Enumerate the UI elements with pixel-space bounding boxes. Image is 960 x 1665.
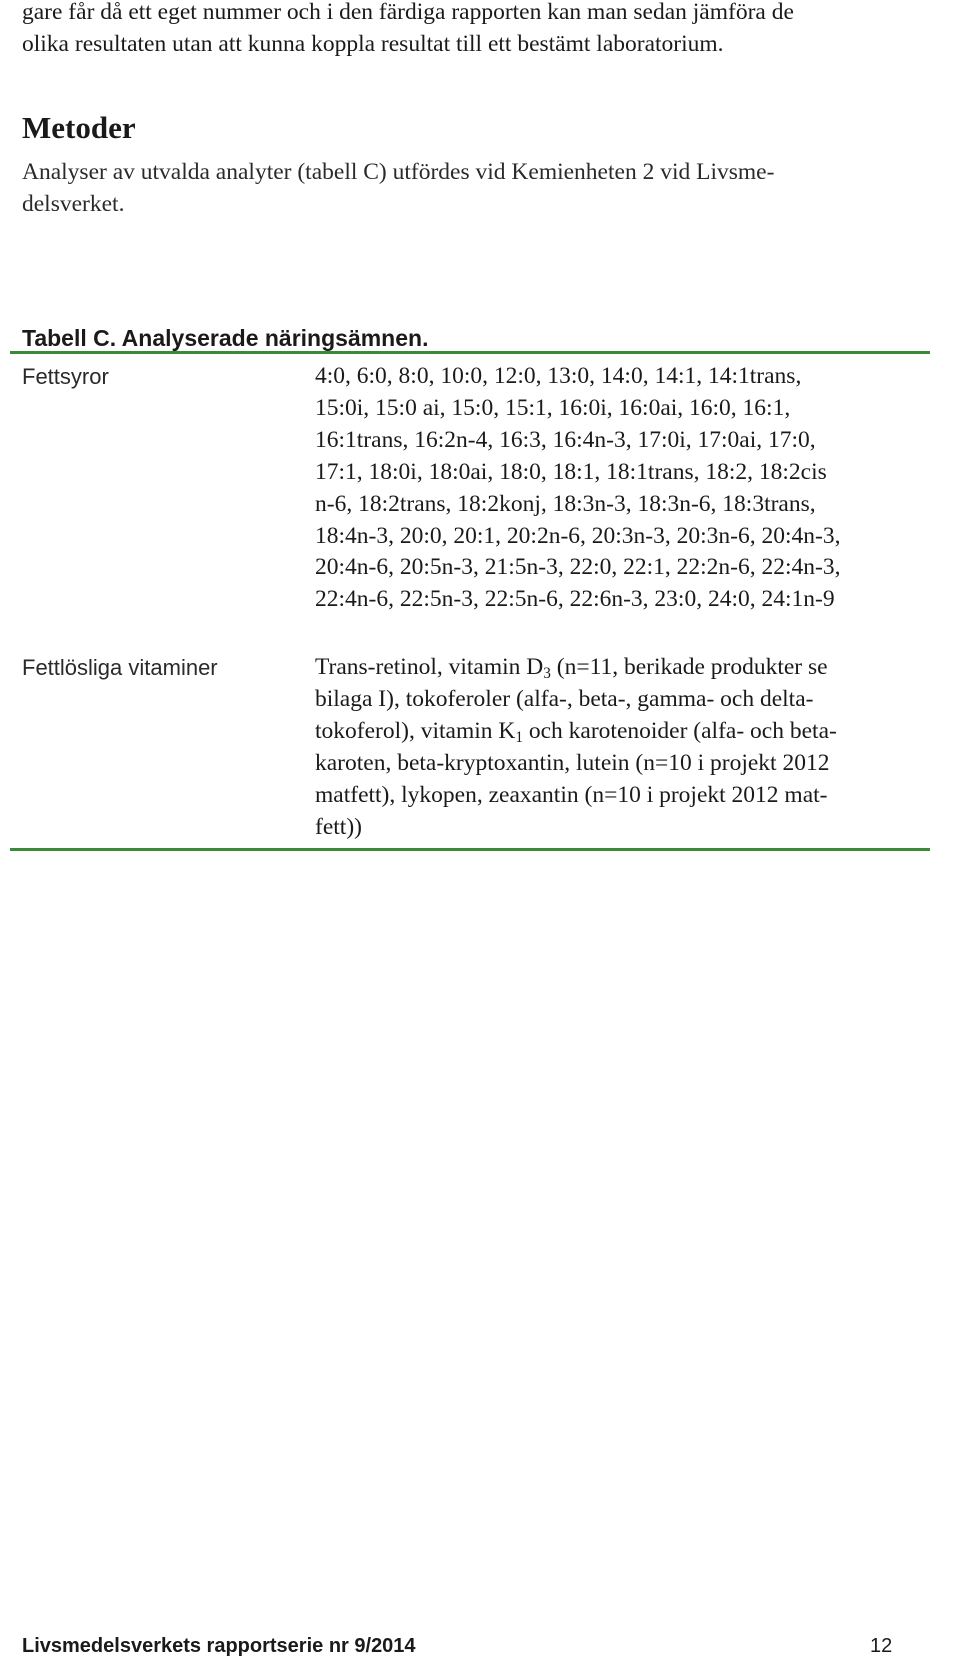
fatty-acid-line: n-6, 18:2trans, 18:2konj, 18:3n-3, 18:3n-6, 18:3trans, bbox=[315, 490, 816, 517]
table-row-label-vitaminer: Fettlösliga vitaminer bbox=[22, 655, 218, 680]
intro-paragraph bbox=[22, 0, 942, 60]
fatty-acid-line: 15:0i, 15:0 ai, 15:0, 15:1, 16:0i, 16:0ai, 16:0, 16:1, bbox=[315, 394, 791, 421]
fatty-acid-line: 17:1, 18:0i, 18:0ai, 18:0, 18:1, 18:1trans, 18:2, 18:2cis bbox=[315, 458, 827, 485]
fatty-acid-line: 18:4n-3, 20:0, 20:1, 20:2n-6, 20:3n-3, 20:3n-6, 20:4n-3, bbox=[315, 522, 841, 549]
fatty-acid-line: 16:1trans, 16:2n-4, 16:3, 16:4n-3, 17:0i, 17:0ai, 17:0, bbox=[315, 426, 816, 453]
vitamin-text: och karotenoider (alfa- och beta- bbox=[523, 717, 837, 744]
vitamin-line: bilaga I), tokoferoler (alfa-, beta-, gamma- och delta- bbox=[315, 685, 814, 712]
methods-line: Analyser av utvalda analyter (tabell C) utfördes vid Kemienheten 2 vid Livsme- bbox=[22, 159, 775, 185]
table-row-value-vitaminer bbox=[315, 652, 935, 843]
vitamin-line: fett)) bbox=[315, 813, 362, 840]
fatty-acid-line: 20:4n-6, 20:5n-3, 21:5n-3, 22:0, 22:1, 22:2n-6, 22:4n-3, bbox=[315, 554, 841, 581]
table-caption: Tabell C. Analyserade näringsämnen. bbox=[22, 325, 429, 351]
subscript: 3 bbox=[543, 664, 551, 682]
vitamin-line: matfett), lykopen, zeaxantin (n=10 i projekt 2012 mat- bbox=[315, 781, 828, 808]
vitamin-text: Trans-retinol, vitamin D bbox=[315, 654, 544, 680]
vitamin-line bbox=[315, 716, 935, 748]
table-row-label-fettsyror: Fettsyror bbox=[22, 364, 109, 389]
table-row-value-fettsyror bbox=[315, 361, 935, 616]
methods-paragraph bbox=[22, 156, 942, 220]
vitamin-text: tokoferol), vitamin K bbox=[315, 717, 516, 744]
table-top-rule bbox=[10, 351, 930, 354]
vitamin-line bbox=[315, 652, 935, 684]
vitamin-text: (n=11, berikade produkter se bbox=[550, 654, 828, 680]
intro-line: gare får då ett eget nummer och i den färdiga rapporten kan man sedan jämföra de bbox=[22, 0, 794, 25]
intro-line: olika resultaten utan att kunna koppla resultat till ett bestämt laboratorium. bbox=[22, 31, 724, 57]
methods-line: delsverket. bbox=[22, 191, 125, 217]
section-heading-methods: Metoder bbox=[22, 110, 136, 145]
subscript: 1 bbox=[515, 728, 523, 746]
fatty-acid-line: 22:4n-6, 22:5n-3, 22:5n-6, 22:6n-3, 23:0, 24:0, 24:1n-9 bbox=[315, 586, 835, 613]
table-bottom-rule bbox=[10, 848, 930, 851]
fatty-acid-line: 4:0, 6:0, 8:0, 10:0, 12:0, 13:0, 14:0, 14:1, 14:1trans, bbox=[315, 363, 802, 389]
footer-page-number: 12 bbox=[870, 1635, 893, 1657]
vitamin-line: karoten, beta-kryptoxantin, lutein (n=10 i projekt 2012 bbox=[315, 749, 830, 776]
footer-series-title: Livsmedelsverkets rapportserie nr 9/2014 bbox=[22, 1635, 416, 1657]
